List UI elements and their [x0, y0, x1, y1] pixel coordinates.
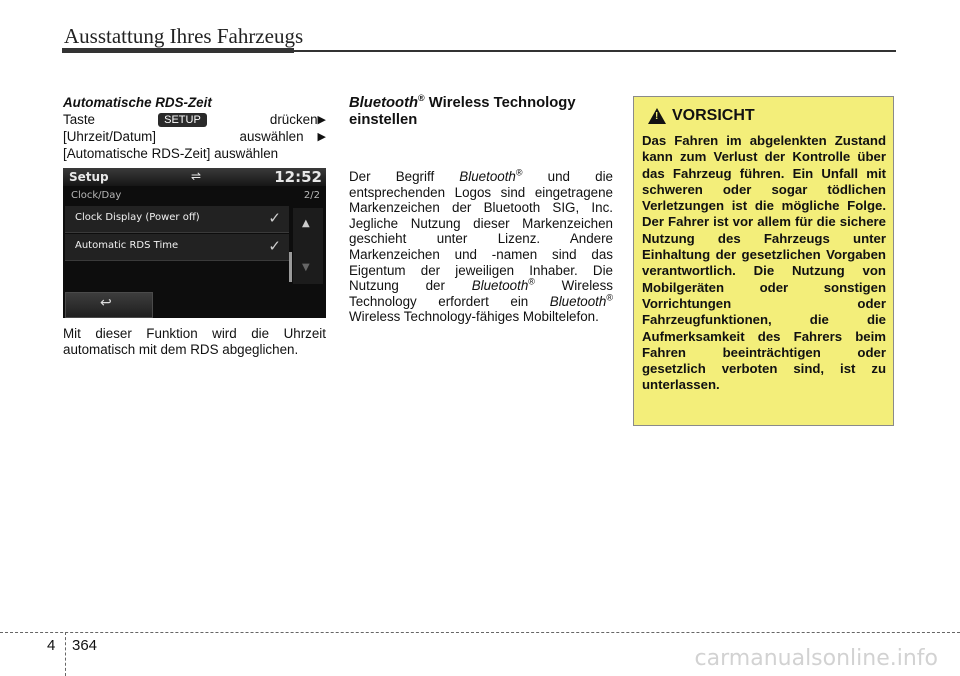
setup-key-badge: SETUP	[158, 113, 207, 127]
checkmark-icon: ✓	[268, 209, 281, 227]
screen-clock: 12:52	[274, 168, 322, 186]
bluetooth-paragraph	[349, 169, 613, 325]
paragraph-text: Der Begriff	[349, 169, 460, 184]
page-number: 364	[72, 637, 98, 654]
caution-title: VORSICHT	[672, 107, 755, 124]
registered-mark: ®	[418, 93, 425, 104]
screen-scroll-buttons	[293, 208, 323, 284]
step-text: drücken	[269, 111, 318, 127]
step-select-clock-date	[63, 128, 326, 145]
checkmark-icon: ✓	[268, 237, 281, 255]
paragraph-text: und die entsprechenden Logos sind eingetragene Markenzeichen der Bluetooth SIG, Inc. Jegliche Nutzung dieser Markenzeichen geschieht unter Lizenz. Andere Markenzeichen und -namen sind das Eigentum der jeweiligen Inhaber. Die Nutzung der	[349, 169, 613, 294]
bluetooth-brand: Bluetooth	[549, 293, 607, 309]
bluetooth-heading-rest: Wireless Technology einstellen	[349, 95, 576, 128]
menu-row-label: Automatic RDS Time	[75, 240, 179, 251]
screen-page-indicator: 2/2	[303, 190, 320, 201]
bluetooth-heading	[349, 95, 613, 129]
menu-row-clock-display	[65, 206, 289, 233]
step-select-auto-rds	[63, 145, 326, 162]
arrow-right-icon: ▶	[317, 113, 326, 126]
menu-row-auto-rds-time	[65, 234, 289, 261]
rds-time-heading: Automatische RDS-Zeit	[63, 95, 212, 110]
paragraph-text: Wireless Technology-fähiges Mobiltelefon.	[349, 309, 599, 325]
screen-title: Setup	[69, 170, 109, 184]
step-text: [Automatische RDS-Zeit] auswählen	[63, 145, 279, 161]
scroll-up-icon: ▲	[302, 218, 310, 229]
arrow-right-icon: ▶	[317, 130, 326, 143]
watermark-text: carmanualsonline.info	[694, 646, 938, 671]
rds-time-section	[63, 95, 326, 162]
bluetooth-brand: Bluetooth	[349, 95, 419, 111]
footer-divider	[65, 632, 66, 676]
bluetooth-brand: Bluetooth	[459, 169, 516, 184]
caution-body: Das Fahren im abgelenkten Zustand kann zum Verlust der Kontrolle über das Fahrzeug führen. Ein Unfall mit schweren oder sogar tödlichen Verletzungen ist die mögliche Folge. Der Fahrer ist vor allem für die sichere Nutzung des Fahrzeugs unter Einhaltung der gesetzlichen Vorgaben verantwortlich. Die Nutzung von Mobilgeräten oder sonstigen Vorrichtungen oder Fahrzeugfunktionen, die die Aufmerksamkeit des Fahrers beim Fahren beeinträchtigen oder gesetzlich verboten sind, ist zu unterlassen.	[642, 133, 886, 393]
step-text: [Uhrzeit/Datum]	[63, 128, 157, 144]
caution-box	[633, 96, 894, 426]
step-text: Taste	[63, 111, 96, 127]
registered-mark: ®	[606, 292, 613, 303]
bluetooth-brand: Bluetooth	[471, 278, 529, 294]
paragraph-text: Wireless Technology erfordert ein	[349, 278, 614, 309]
rds-time-note: Mit dieser Funktion wird die Uhrzeit automatisch mit dem RDS abgeglichen.	[63, 326, 326, 357]
footer-rule	[0, 632, 960, 633]
bluetooth-section	[349, 95, 613, 325]
scroll-down-icon: ▼	[302, 262, 310, 273]
setup-screen-image	[63, 168, 326, 318]
screen-subtitle: Clock/Day	[71, 190, 122, 201]
registered-mark: ®	[515, 167, 523, 178]
warning-triangle-icon	[648, 108, 666, 124]
step-press-setup	[63, 111, 326, 128]
scroll-position-bar	[289, 252, 292, 282]
menu-row-label: Clock Display (Power off)	[75, 212, 200, 223]
chapter-number: 4	[47, 637, 56, 654]
step-text: auswählen	[239, 128, 304, 144]
registered-mark: ®	[528, 276, 535, 287]
caution-header	[648, 107, 755, 125]
back-icon: ↩	[100, 295, 112, 311]
page-header-title: Ausstattung Ihres Fahrzeugs	[64, 24, 304, 48]
usb-icon: ⇌	[191, 169, 202, 183]
screen-back-button	[65, 292, 153, 318]
header-rule	[62, 50, 896, 52]
